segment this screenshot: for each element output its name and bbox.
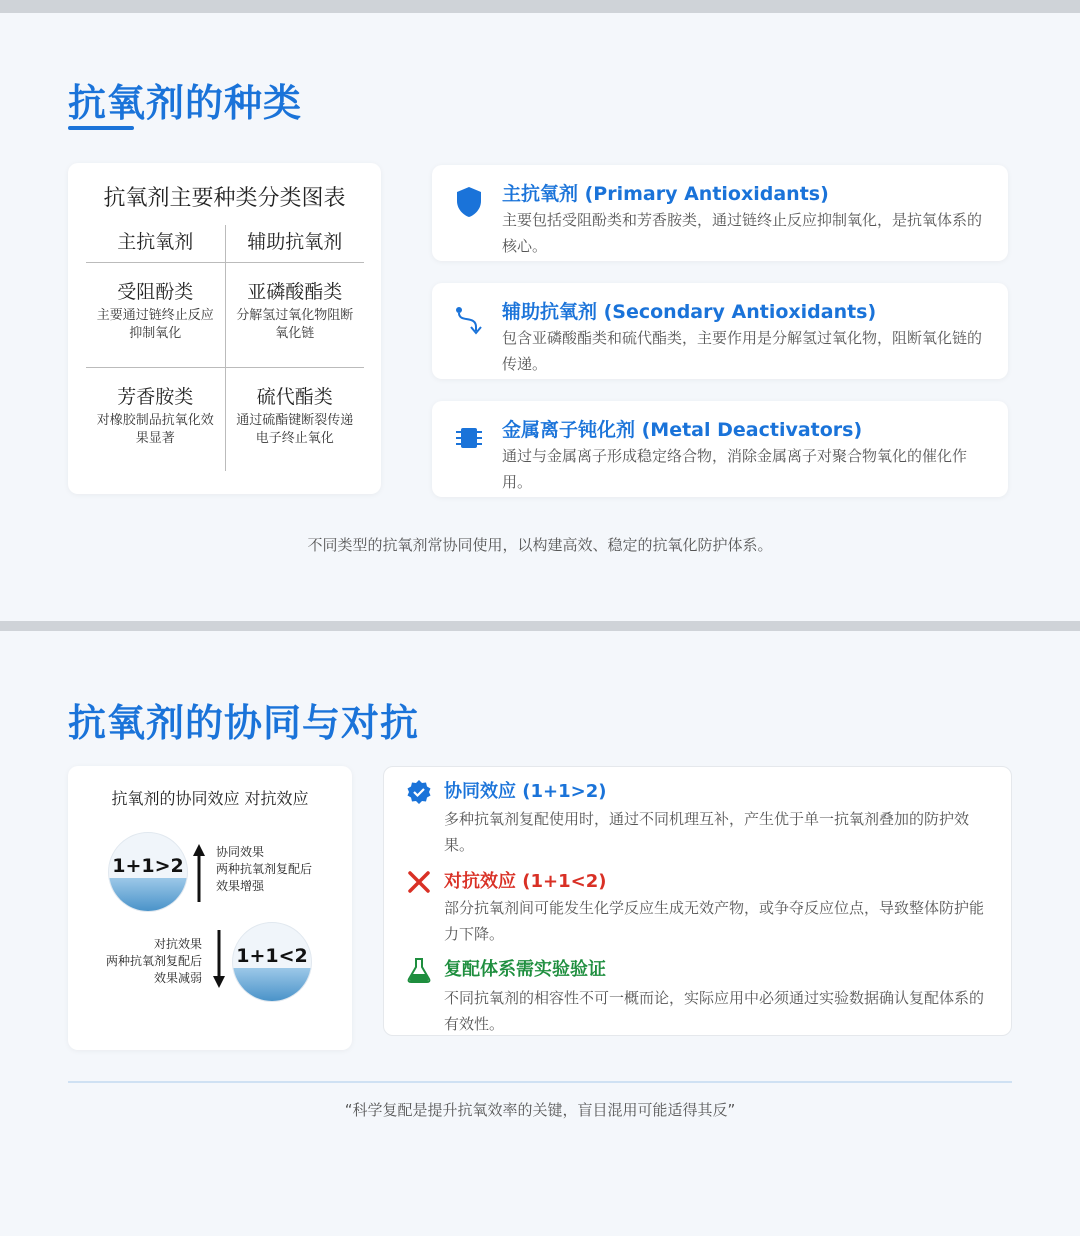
antagonism-text: 部分抗氧剂间可能发生化学反应生成无效产物，或争夺反应位点，导致整体防护能力下降。	[444, 899, 985, 943]
diagram-heading: 抗氧剂的协同效应 对抗效应	[111, 789, 309, 808]
verified-badge-icon	[406, 779, 432, 805]
closing-quote: “科学复配是提升抗氧效率的关键，盲目混用可能适得其反”	[344, 1101, 736, 1119]
table-cell	[226, 368, 365, 471]
bubble-water	[109, 878, 187, 911]
route-icon	[454, 303, 484, 337]
table-heading: 抗氧剂主要种类分类图表	[103, 186, 346, 211]
classification-table-card	[68, 163, 381, 494]
table-cell	[86, 368, 226, 471]
table-row	[86, 263, 364, 367]
chip-icon	[454, 421, 484, 455]
note-line: 两种抗氧剂复配后	[216, 862, 313, 876]
classification-table	[86, 225, 364, 471]
bubble-water	[233, 968, 311, 1001]
section-caption: 不同类型的抗氧剂常协同使用，以构建高效、稳定的抗氧化防护体系。	[307, 536, 773, 554]
note-line: 协同效果	[216, 845, 265, 859]
card-title: 主抗氧剂 (Primary Antioxidants)	[502, 183, 829, 205]
cell-title: 硫代酯类	[256, 386, 333, 408]
cell-title: 亚磷酸酯类	[247, 281, 343, 303]
antagonism-label: 1+1<2	[236, 945, 308, 967]
info-card-primary	[432, 165, 1008, 261]
synergy-text: 多种抗氧剂复配使用时，通过不同机理互补，产生优于单一抗氧剂叠加的防护效果。	[444, 810, 970, 854]
info-card-metal	[432, 401, 1008, 497]
card-title: 辅助抗氧剂 (Secondary Antioxidants)	[502, 301, 877, 323]
cell-desc: 分解氢过氧化物阻断氧化链	[236, 308, 354, 341]
card-text: 主要包括受阻酚类和芳香胺类，通过链终止反应抑制氧化，是抗氧体系的核心。	[502, 211, 983, 255]
synergy-title: 协同效应 (1+1>2)	[444, 781, 607, 802]
table-header-row	[86, 225, 364, 263]
cell-title: 受阻酚类	[117, 281, 194, 303]
validation-text: 不同抗氧剂的相容性不可一概而论，实际应用中必须通过实验数据确认复配体系的有效性。	[444, 989, 985, 1033]
column-header-secondary: 辅助抗氧剂	[247, 231, 343, 253]
info-card-secondary	[432, 283, 1008, 379]
antagonism-title: 对抗效应 (1+1<2)	[444, 871, 607, 892]
top-divider-bar	[0, 0, 1080, 13]
table-cell	[86, 263, 226, 367]
note-line: 两种抗氧剂复配后	[105, 954, 202, 968]
shield-icon	[454, 185, 484, 219]
note-line: 效果增强	[216, 879, 265, 893]
synergy-note	[216, 844, 312, 895]
section-title-types: 抗氧剂的种类	[68, 81, 303, 125]
note-line: 对抗效果	[153, 937, 202, 951]
synergy-bubble	[108, 832, 188, 912]
antagonism-bubble	[232, 922, 312, 1002]
section-title-synergy: 抗氧剂的协同与对抗	[68, 701, 420, 745]
arrow-up-icon	[191, 842, 207, 904]
cell-desc: 通过硫酯键断裂传递电子终止氧化	[236, 413, 354, 446]
card-text: 包含亚磷酸酯类和硫代酯类，主要作用是分解氢过氧化物，阻断氧化链的传递。	[502, 329, 983, 373]
table-cell	[226, 263, 365, 367]
antagonism-note	[94, 936, 202, 987]
validation-title: 复配体系需实验验证	[444, 959, 606, 980]
arrow-down-icon	[211, 928, 227, 990]
cell-desc: 对橡胶制品抗氧化效果显著	[96, 413, 214, 446]
synergy-explanation-card	[383, 766, 1012, 1036]
synergy-label: 1+1>2	[112, 855, 184, 877]
cross-icon	[406, 869, 432, 895]
card-title: 金属离子钝化剂 (Metal Deactivators)	[502, 419, 863, 441]
cell-title: 芳香胺类	[117, 386, 194, 408]
card-text: 通过与金属离子形成稳定络合物，消除金属离子对聚合物氧化的催化作用。	[502, 447, 968, 491]
cell-desc: 主要通过链终止反应抑制氧化	[96, 308, 214, 341]
flask-icon	[406, 957, 432, 983]
synergy-diagram-card	[68, 766, 352, 1050]
table-row	[86, 367, 364, 471]
column-header-primary: 主抗氧剂	[86, 225, 226, 262]
quote-divider	[68, 1081, 1012, 1083]
section-divider-bar	[0, 621, 1080, 631]
note-line: 效果减弱	[153, 971, 202, 985]
title-underline	[68, 126, 134, 130]
